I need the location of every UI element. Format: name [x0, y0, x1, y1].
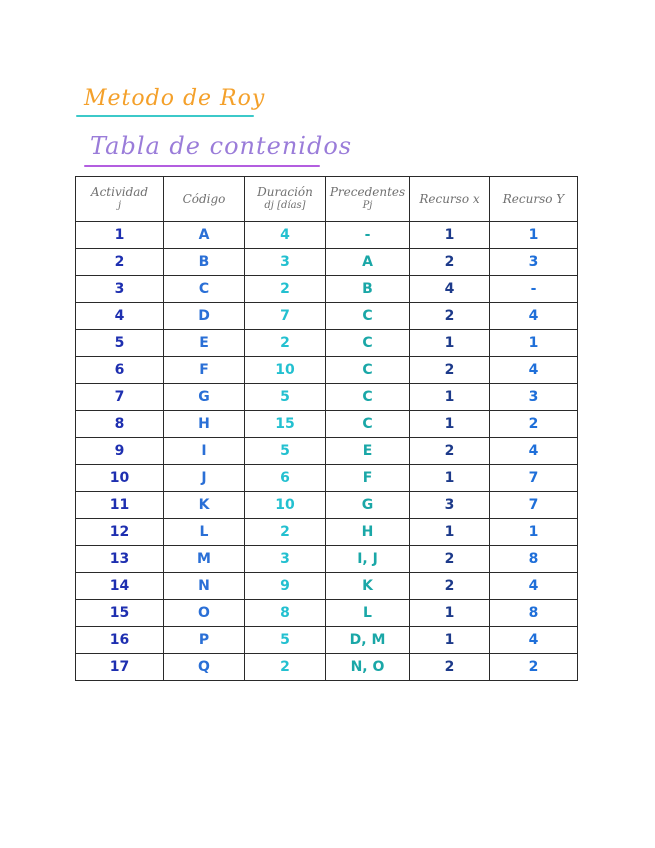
cell-recurso-y: 4: [490, 573, 578, 600]
header-recurso-x: Recurso x: [410, 177, 490, 222]
cell-duracion: 5: [245, 438, 326, 465]
cell-codigo: C: [164, 276, 245, 303]
cell-precedentes: C: [326, 357, 410, 384]
cell-duracion: 8: [245, 600, 326, 627]
cell-recurso-y: 4: [490, 438, 578, 465]
cell-actividad: 4: [76, 303, 164, 330]
cell-recurso-y: 1: [490, 519, 578, 546]
cell-duracion: 7: [245, 303, 326, 330]
cell-codigo: J: [164, 465, 245, 492]
header-codigo: Código: [164, 177, 245, 222]
cell-recurso-x: 1: [410, 600, 490, 627]
cell-actividad: 1: [76, 222, 164, 249]
table-row: [76, 519, 578, 546]
cell-actividad: 3: [76, 276, 164, 303]
subtitle-underline: [84, 165, 320, 167]
cell-recurso-x: 2: [410, 546, 490, 573]
cell-duracion: 9: [245, 573, 326, 600]
cell-precedentes: B: [326, 276, 410, 303]
cell-duracion: 4: [245, 222, 326, 249]
table-row: [76, 438, 578, 465]
cell-actividad: 7: [76, 384, 164, 411]
cell-actividad: 14: [76, 573, 164, 600]
cell-duracion: 5: [245, 384, 326, 411]
cell-precedentes: G: [326, 492, 410, 519]
cell-precedentes: -: [326, 222, 410, 249]
cell-duracion: 3: [245, 546, 326, 573]
table-row: [76, 465, 578, 492]
cell-recurso-x: 1: [410, 465, 490, 492]
cell-duracion: 15: [245, 411, 326, 438]
header-actividad: Actividad j: [76, 177, 164, 222]
cell-recurso-y: 4: [490, 627, 578, 654]
cell-recurso-x: 2: [410, 357, 490, 384]
cell-recurso-x: 1: [410, 411, 490, 438]
table-row: [76, 411, 578, 438]
cell-actividad: 8: [76, 411, 164, 438]
cell-recurso-y: 8: [490, 600, 578, 627]
cell-codigo: E: [164, 330, 245, 357]
cell-actividad: 12: [76, 519, 164, 546]
header-duracion: Duración dj [días]: [245, 177, 326, 222]
cell-duracion: 6: [245, 465, 326, 492]
cell-precedentes: D, M: [326, 627, 410, 654]
cell-codigo: M: [164, 546, 245, 573]
cell-actividad: 15: [76, 600, 164, 627]
cell-recurso-x: 1: [410, 330, 490, 357]
cell-recurso-y: 1: [490, 222, 578, 249]
cell-recurso-x: 2: [410, 573, 490, 600]
cell-codigo: A: [164, 222, 245, 249]
cell-recurso-y: 1: [490, 330, 578, 357]
cell-codigo: I: [164, 438, 245, 465]
cell-codigo: O: [164, 600, 245, 627]
table-row: [76, 546, 578, 573]
cell-duracion: 10: [245, 357, 326, 384]
cell-actividad: 10: [76, 465, 164, 492]
table-row: [76, 627, 578, 654]
cell-recurso-x: 2: [410, 303, 490, 330]
title-underline: [76, 115, 254, 117]
table-row: [76, 357, 578, 384]
cell-recurso-y: 4: [490, 303, 578, 330]
table-row: [76, 330, 578, 357]
cell-actividad: 11: [76, 492, 164, 519]
cell-precedentes: K: [326, 573, 410, 600]
cell-recurso-y: 7: [490, 465, 578, 492]
table-row: [76, 600, 578, 627]
cell-duracion: 2: [245, 276, 326, 303]
cell-recurso-x: 1: [410, 222, 490, 249]
table-row: [76, 492, 578, 519]
table-header-row: [76, 177, 578, 222]
cell-precedentes: L: [326, 600, 410, 627]
cell-duracion: 5: [245, 627, 326, 654]
activities-table: [75, 176, 578, 681]
table-row: [76, 654, 578, 681]
cell-precedentes: I, J: [326, 546, 410, 573]
cell-actividad: 17: [76, 654, 164, 681]
cell-recurso-y: 7: [490, 492, 578, 519]
cell-codigo: F: [164, 357, 245, 384]
cell-duracion: 2: [245, 330, 326, 357]
table-row: [76, 276, 578, 303]
page-subtitle: Tabla de contenidos: [90, 132, 353, 160]
cell-codigo: Q: [164, 654, 245, 681]
table-row: [76, 384, 578, 411]
cell-actividad: 6: [76, 357, 164, 384]
cell-actividad: 16: [76, 627, 164, 654]
cell-codigo: D: [164, 303, 245, 330]
cell-codigo: H: [164, 411, 245, 438]
table-body: [76, 222, 578, 681]
cell-duracion: 3: [245, 249, 326, 276]
cell-recurso-x: 2: [410, 438, 490, 465]
cell-precedentes: C: [326, 411, 410, 438]
table-row: [76, 249, 578, 276]
cell-recurso-y: 8: [490, 546, 578, 573]
cell-actividad: 2: [76, 249, 164, 276]
page-title: Metodo de Roy: [84, 86, 266, 111]
cell-codigo: N: [164, 573, 245, 600]
cell-codigo: P: [164, 627, 245, 654]
cell-precedentes: N, O: [326, 654, 410, 681]
cell-precedentes: C: [326, 330, 410, 357]
cell-recurso-y: 3: [490, 384, 578, 411]
cell-precedentes: E: [326, 438, 410, 465]
header-recurso-y: Recurso Y: [490, 177, 578, 222]
cell-recurso-x: 1: [410, 519, 490, 546]
cell-precedentes: C: [326, 303, 410, 330]
cell-duracion: 10: [245, 492, 326, 519]
cell-recurso-y: 2: [490, 411, 578, 438]
cell-recurso-x: 1: [410, 627, 490, 654]
cell-actividad: 13: [76, 546, 164, 573]
cell-precedentes: A: [326, 249, 410, 276]
cell-actividad: 5: [76, 330, 164, 357]
cell-precedentes: C: [326, 384, 410, 411]
cell-recurso-y: -: [490, 276, 578, 303]
cell-recurso-x: 2: [410, 654, 490, 681]
cell-recurso-x: 2: [410, 249, 490, 276]
cell-precedentes: F: [326, 465, 410, 492]
table-row: [76, 222, 578, 249]
cell-codigo: L: [164, 519, 245, 546]
cell-recurso-x: 1: [410, 384, 490, 411]
cell-codigo: K: [164, 492, 245, 519]
cell-recurso-y: 4: [490, 357, 578, 384]
cell-codigo: G: [164, 384, 245, 411]
cell-actividad: 9: [76, 438, 164, 465]
cell-recurso-x: 4: [410, 276, 490, 303]
cell-precedentes: H: [326, 519, 410, 546]
header-precedentes: Precedentes Pj: [326, 177, 410, 222]
table-row: [76, 573, 578, 600]
cell-duracion: 2: [245, 519, 326, 546]
cell-codigo: B: [164, 249, 245, 276]
cell-duracion: 2: [245, 654, 326, 681]
cell-recurso-x: 3: [410, 492, 490, 519]
cell-recurso-y: 3: [490, 249, 578, 276]
cell-recurso-y: 2: [490, 654, 578, 681]
table-row: [76, 303, 578, 330]
